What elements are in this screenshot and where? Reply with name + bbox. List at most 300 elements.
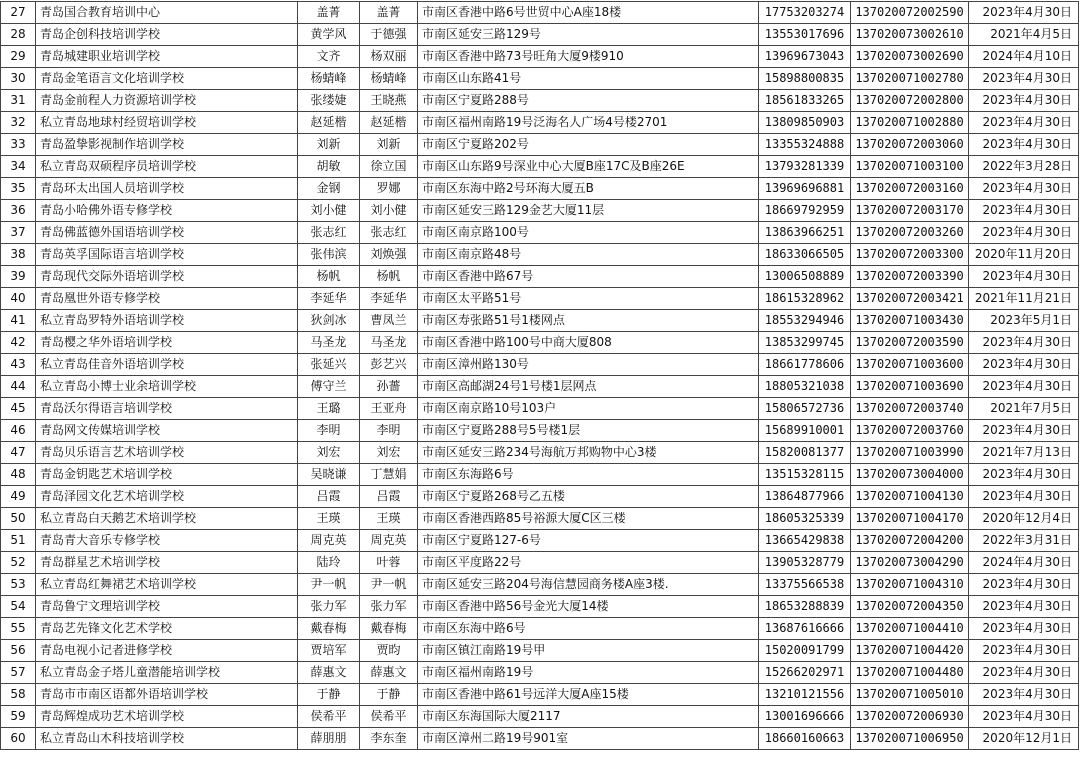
school-address: 市南区延安三路129金艺大厦11层: [418, 200, 759, 222]
school-address: 市南区南京路10号103户: [418, 398, 759, 420]
school-address: 市南区宁夏路288号5号楼1层: [418, 420, 759, 442]
school-name: 青岛企创科技培训学校: [36, 24, 298, 46]
phone-number: 18553294946: [759, 310, 851, 332]
row-number: 49: [1, 486, 36, 508]
principal-name: 于静: [360, 684, 418, 706]
principal-name: 杨帆: [360, 266, 418, 288]
valid-until-date: 2023年4月30日: [969, 2, 1079, 24]
phone-number: 13515328115: [759, 464, 851, 486]
principal-name: 周克英: [360, 530, 418, 552]
legal-representative: 张力军: [298, 596, 360, 618]
phone-number: 13905328779: [759, 552, 851, 574]
legal-representative: 于静: [298, 684, 360, 706]
principal-name: 马圣龙: [360, 332, 418, 354]
phone-number: 18633066505: [759, 244, 851, 266]
row-number: 54: [1, 596, 36, 618]
license-code: 137020073002610: [851, 24, 969, 46]
phone-number: 13355324888: [759, 134, 851, 156]
school-name: 私立青岛白天鹅艺术培训学校: [36, 508, 298, 530]
table-row: [1, 310, 1079, 332]
row-number: 60: [1, 728, 36, 750]
school-address: 市南区平度路22号: [418, 552, 759, 574]
valid-until-date: 2020年12月1日: [969, 728, 1079, 750]
legal-representative: 吴晓谦: [298, 464, 360, 486]
school-name: 青岛凰世外语专修学校: [36, 288, 298, 310]
legal-representative: 刘新: [298, 134, 360, 156]
school-name: 青岛艺先锋文化艺术学校: [36, 618, 298, 640]
principal-name: 杨蜻峰: [360, 68, 418, 90]
legal-representative: 戴春梅: [298, 618, 360, 640]
valid-until-date: 2023年4月30日: [969, 266, 1079, 288]
row-number: 58: [1, 684, 36, 706]
phone-number: 18669792959: [759, 200, 851, 222]
school-name: 青岛青大音乐专修学校: [36, 530, 298, 552]
school-name: 青岛国合教育培训中心: [36, 2, 298, 24]
valid-until-date: 2023年4月30日: [969, 200, 1079, 222]
legal-representative: 刘宏: [298, 442, 360, 464]
legal-representative: 吕霞: [298, 486, 360, 508]
table-row: [1, 728, 1079, 750]
license-code: 137020071006950: [851, 728, 969, 750]
license-code: 137020071003990: [851, 442, 969, 464]
principal-name: 王亚舟: [360, 398, 418, 420]
row-number: 38: [1, 244, 36, 266]
legal-representative: 金钢: [298, 178, 360, 200]
legal-representative: 贾培军: [298, 640, 360, 662]
school-address: 市南区高邮湖24号1号楼1层网点: [418, 376, 759, 398]
valid-until-date: 2023年4月30日: [969, 574, 1079, 596]
school-name: 私立青岛金子塔儿童潜能培训学校: [36, 662, 298, 684]
valid-until-date: 2023年4月30日: [969, 112, 1079, 134]
principal-name: 刘焕强: [360, 244, 418, 266]
valid-until-date: 2020年11月20日: [969, 244, 1079, 266]
license-code: 137020073002690: [851, 46, 969, 68]
principal-name: 尹一帆: [360, 574, 418, 596]
legal-representative: 马圣龙: [298, 332, 360, 354]
school-address: 市南区山东路41号: [418, 68, 759, 90]
school-name: 私立青岛山木科技培训学校: [36, 728, 298, 750]
principal-name: 杨双丽: [360, 46, 418, 68]
row-number: 40: [1, 288, 36, 310]
legal-representative: 李明: [298, 420, 360, 442]
school-address: 市南区延安三路234号海航万邦购物中心3楼: [418, 442, 759, 464]
valid-until-date: 2023年4月30日: [969, 332, 1079, 354]
row-number: 43: [1, 354, 36, 376]
phone-number: 17753203274: [759, 2, 851, 24]
row-number: 52: [1, 552, 36, 574]
legal-representative: 尹一帆: [298, 574, 360, 596]
valid-until-date: 2022年3月28日: [969, 156, 1079, 178]
row-number: 45: [1, 398, 36, 420]
row-number: 50: [1, 508, 36, 530]
license-code: 137020071003690: [851, 376, 969, 398]
legal-representative: 周克英: [298, 530, 360, 552]
school-address: 市南区山东路9号深业中心大厦B座17C及B座26E: [418, 156, 759, 178]
principal-name: 李延华: [360, 288, 418, 310]
row-number: 39: [1, 266, 36, 288]
principal-name: 赵延楷: [360, 112, 418, 134]
license-code: 137020073004000: [851, 464, 969, 486]
row-number: 57: [1, 662, 36, 684]
table-row: [1, 90, 1079, 112]
phone-number: 18561833265: [759, 90, 851, 112]
table-row: [1, 420, 1079, 442]
legal-representative: 胡敏: [298, 156, 360, 178]
phone-number: 13864877966: [759, 486, 851, 508]
valid-until-date: 2021年7月5日: [969, 398, 1079, 420]
school-name: 青岛金前程人力资源培训学校: [36, 90, 298, 112]
table-row: [1, 530, 1079, 552]
principal-name: 曹凤兰: [360, 310, 418, 332]
row-number: 42: [1, 332, 36, 354]
valid-until-date: 2023年4月30日: [969, 706, 1079, 728]
principal-name: 叶蓉: [360, 552, 418, 574]
row-number: 47: [1, 442, 36, 464]
school-name: 私立青岛佳音外语培训学校: [36, 354, 298, 376]
row-number: 59: [1, 706, 36, 728]
phone-number: 13665429838: [759, 530, 851, 552]
school-name: 青岛金钥匙艺术培训学校: [36, 464, 298, 486]
valid-until-date: 2020年12月4日: [969, 508, 1079, 530]
license-code: 137020072003300: [851, 244, 969, 266]
license-code: 137020071004130: [851, 486, 969, 508]
phone-number: 13809850903: [759, 112, 851, 134]
table-row: [1, 574, 1079, 596]
phone-number: 15689910001: [759, 420, 851, 442]
legal-representative: 黄学风: [298, 24, 360, 46]
table-row: [1, 24, 1079, 46]
valid-until-date: 2021年4月5日: [969, 24, 1079, 46]
phone-number: 13969673043: [759, 46, 851, 68]
school-name: 青岛电视小记者进修学校: [36, 640, 298, 662]
legal-representative: 张延兴: [298, 354, 360, 376]
school-address: 市南区东海中路6号: [418, 618, 759, 640]
table-row: [1, 178, 1079, 200]
license-code: 137020072002800: [851, 90, 969, 112]
valid-until-date: 2023年4月30日: [969, 376, 1079, 398]
school-address: 市南区南京路100号: [418, 222, 759, 244]
phone-number: 18615328962: [759, 288, 851, 310]
legal-representative: 盖菁: [298, 2, 360, 24]
table-row: [1, 266, 1079, 288]
table-row: [1, 640, 1079, 662]
table-row: [1, 2, 1079, 24]
school-address: 市南区香港中路67号: [418, 266, 759, 288]
principal-name: 戴春梅: [360, 618, 418, 640]
legal-representative: 刘小健: [298, 200, 360, 222]
school-name: 青岛鲁宁文理培训学校: [36, 596, 298, 618]
valid-until-date: 2024年4月30日: [969, 552, 1079, 574]
principal-name: 刘新: [360, 134, 418, 156]
principal-name: 王瑛: [360, 508, 418, 530]
license-code: 137020071003600: [851, 354, 969, 376]
license-code: 137020071002880: [851, 112, 969, 134]
school-name: 青岛环太出国人员培训学校: [36, 178, 298, 200]
row-number: 44: [1, 376, 36, 398]
school-name: 青岛辉煌成功艺术培训学校: [36, 706, 298, 728]
school-name: 青岛英孚国际语言培训学校: [36, 244, 298, 266]
legal-representative: 杨蜻峰: [298, 68, 360, 90]
school-name: 青岛现代交际外语培训学校: [36, 266, 298, 288]
license-code: 137020072003060: [851, 134, 969, 156]
row-number: 51: [1, 530, 36, 552]
valid-until-date: 2023年4月30日: [969, 640, 1079, 662]
school-name: 私立青岛小博士业余培训学校: [36, 376, 298, 398]
license-code: 137020071004310: [851, 574, 969, 596]
row-number: 28: [1, 24, 36, 46]
school-address: 市南区寿张路51号1楼网点: [418, 310, 759, 332]
school-name: 青岛樱之华外语培训学校: [36, 332, 298, 354]
table-row: [1, 332, 1079, 354]
legal-representative: 王瑛: [298, 508, 360, 530]
license-code: 137020072002590: [851, 2, 969, 24]
row-number: 35: [1, 178, 36, 200]
license-code: 137020072003590: [851, 332, 969, 354]
license-code: 137020072003390: [851, 266, 969, 288]
valid-until-date: 2021年7月13日: [969, 442, 1079, 464]
license-code: 137020071003100: [851, 156, 969, 178]
row-number: 46: [1, 420, 36, 442]
phone-number: 13375566538: [759, 574, 851, 596]
legal-representative: 张志红: [298, 222, 360, 244]
school-name: 私立青岛红舞裙艺术培训学校: [36, 574, 298, 596]
principal-name: 薛惠文: [360, 662, 418, 684]
phone-number: 13793281339: [759, 156, 851, 178]
license-code: 137020071005010: [851, 684, 969, 706]
phone-number: 13687616666: [759, 618, 851, 640]
phone-number: 13006508889: [759, 266, 851, 288]
license-code: 137020072003160: [851, 178, 969, 200]
principal-name: 于德强: [360, 24, 418, 46]
phone-number: 18805321038: [759, 376, 851, 398]
principal-name: 孙薔: [360, 376, 418, 398]
legal-representative: 薛惠文: [298, 662, 360, 684]
valid-until-date: 2021年11月21日: [969, 288, 1079, 310]
row-number: 48: [1, 464, 36, 486]
table-row: [1, 156, 1079, 178]
school-name: 青岛盈挚影视制作培训学校: [36, 134, 298, 156]
phone-number: 13969696881: [759, 178, 851, 200]
license-code: 137020071004420: [851, 640, 969, 662]
school-address: 市南区福州南路19号: [418, 662, 759, 684]
valid-until-date: 2024年4月10日: [969, 46, 1079, 68]
school-name: 青岛金笔语言文化培训学校: [36, 68, 298, 90]
row-number: 41: [1, 310, 36, 332]
school-name: 私立青岛双硕程序员培训学校: [36, 156, 298, 178]
school-name: 青岛网文传媒培训学校: [36, 420, 298, 442]
row-number: 53: [1, 574, 36, 596]
phone-number: 18653288839: [759, 596, 851, 618]
legal-representative: 王璐: [298, 398, 360, 420]
valid-until-date: 2023年4月30日: [969, 134, 1079, 156]
license-code: 137020072003421: [851, 288, 969, 310]
table-row: [1, 662, 1079, 684]
school-list-table: [0, 1, 1079, 750]
valid-until-date: 2023年4月30日: [969, 90, 1079, 112]
row-number: 34: [1, 156, 36, 178]
school-name: 青岛市市南区语都外语培训学校: [36, 684, 298, 706]
school-address: 市南区香港中路61号远洋大厦A座15楼: [418, 684, 759, 706]
valid-until-date: 2022年3月31日: [969, 530, 1079, 552]
principal-name: 王晓燕: [360, 90, 418, 112]
valid-until-date: 2023年4月30日: [969, 68, 1079, 90]
legal-representative: 杨帆: [298, 266, 360, 288]
row-number: 36: [1, 200, 36, 222]
table-row: [1, 398, 1079, 420]
valid-until-date: 2023年4月30日: [969, 662, 1079, 684]
school-address: 市南区香港中路73号旺角大厦9楼910: [418, 46, 759, 68]
principal-name: 罗娜: [360, 178, 418, 200]
school-address: 市南区漳州路130号: [418, 354, 759, 376]
legal-representative: 傅守兰: [298, 376, 360, 398]
license-code: 137020072003170: [851, 200, 969, 222]
table-row: [1, 112, 1079, 134]
phone-number: 15898800835: [759, 68, 851, 90]
table-row: [1, 354, 1079, 376]
table-row: [1, 706, 1079, 728]
table-row: [1, 508, 1079, 530]
valid-until-date: 2023年4月30日: [969, 178, 1079, 200]
legal-representative: 狄剑冰: [298, 310, 360, 332]
school-address: 市南区东海国际大厦2117: [418, 706, 759, 728]
principal-name: 丁慧娟: [360, 464, 418, 486]
school-address: 市南区东海路6号: [418, 464, 759, 486]
row-number: 30: [1, 68, 36, 90]
license-code: 137020073004290: [851, 552, 969, 574]
license-code: 137020071003430: [851, 310, 969, 332]
legal-representative: 陆玲: [298, 552, 360, 574]
school-address: 市南区宁夏路202号: [418, 134, 759, 156]
table-row: [1, 684, 1079, 706]
principal-name: 侯希平: [360, 706, 418, 728]
school-address: 市南区漳州二路19号901室: [418, 728, 759, 750]
table-row: [1, 442, 1079, 464]
license-code: 137020072003760: [851, 420, 969, 442]
school-address: 市南区东海中路2号环海大厦五B: [418, 178, 759, 200]
valid-until-date: 2023年4月30日: [969, 486, 1079, 508]
phone-number: 13001696666: [759, 706, 851, 728]
phone-number: 13553017696: [759, 24, 851, 46]
license-code: 137020072004200: [851, 530, 969, 552]
principal-name: 李东奎: [360, 728, 418, 750]
row-number: 33: [1, 134, 36, 156]
phone-number: 13853299745: [759, 332, 851, 354]
school-address: 市南区宁夏路288号: [418, 90, 759, 112]
row-number: 31: [1, 90, 36, 112]
row-number: 29: [1, 46, 36, 68]
phone-number: 18605325339: [759, 508, 851, 530]
license-code: 137020071004410: [851, 618, 969, 640]
school-address: 市南区香港西路85号裕源大厦C区三楼: [418, 508, 759, 530]
school-address: 市南区福州南路19号泛海名人广场4号楼2701: [418, 112, 759, 134]
legal-representative: 薛朋朋: [298, 728, 360, 750]
valid-until-date: 2023年4月30日: [969, 596, 1079, 618]
principal-name: 李明: [360, 420, 418, 442]
legal-representative: 侯希平: [298, 706, 360, 728]
valid-until-date: 2023年4月30日: [969, 354, 1079, 376]
valid-until-date: 2023年4月30日: [969, 222, 1079, 244]
principal-name: 吕霞: [360, 486, 418, 508]
school-address: 市南区宁夏路268号乙五楼: [418, 486, 759, 508]
table-row: [1, 244, 1079, 266]
row-number: 56: [1, 640, 36, 662]
table-row: [1, 200, 1079, 222]
school-name: 青岛小哈佛外语专修学校: [36, 200, 298, 222]
school-address: 市南区延安三路129号: [418, 24, 759, 46]
table-row: [1, 376, 1079, 398]
legal-representative: 文齐: [298, 46, 360, 68]
school-address: 市南区延安三路204号海信慧园商务楼A座3楼.: [418, 574, 759, 596]
principal-name: 刘宏: [360, 442, 418, 464]
phone-number: 15820081377: [759, 442, 851, 464]
school-name: 青岛贝乐语言艺术培训学校: [36, 442, 298, 464]
table-body: [1, 2, 1079, 750]
school-name: 青岛沃尔得语言培训学校: [36, 398, 298, 420]
license-code: 137020072003260: [851, 222, 969, 244]
table-row: [1, 486, 1079, 508]
license-code: 137020072003740: [851, 398, 969, 420]
school-address: 市南区太平路51号: [418, 288, 759, 310]
legal-representative: 张伟滨: [298, 244, 360, 266]
school-name: 青岛城建职业培训学校: [36, 46, 298, 68]
license-code: 137020072006930: [851, 706, 969, 728]
license-code: 137020072004350: [851, 596, 969, 618]
table-row: [1, 596, 1079, 618]
phone-number: 18660160663: [759, 728, 851, 750]
principal-name: 徐立国: [360, 156, 418, 178]
table-row: [1, 464, 1079, 486]
phone-number: 15806572736: [759, 398, 851, 420]
school-name: 青岛佛蓝德外国语培训学校: [36, 222, 298, 244]
table-row: [1, 46, 1079, 68]
valid-until-date: 2023年4月30日: [969, 420, 1079, 442]
table-row: [1, 618, 1079, 640]
school-name: 私立青岛罗特外语培训学校: [36, 310, 298, 332]
license-code: 137020071004480: [851, 662, 969, 684]
table-row: [1, 134, 1079, 156]
principal-name: 张志红: [360, 222, 418, 244]
school-name: 青岛群星艺术培训学校: [36, 552, 298, 574]
principal-name: 彭艺兴: [360, 354, 418, 376]
principal-name: 刘小健: [360, 200, 418, 222]
legal-representative: 李延华: [298, 288, 360, 310]
valid-until-date: 2023年5月1日: [969, 310, 1079, 332]
phone-number: 18661778606: [759, 354, 851, 376]
school-address: 市南区香港中路6号世贸中心A座18楼: [418, 2, 759, 24]
phone-number: 13863966251: [759, 222, 851, 244]
valid-until-date: 2023年4月30日: [969, 684, 1079, 706]
row-number: 37: [1, 222, 36, 244]
row-number: 55: [1, 618, 36, 640]
school-address: 市南区香港中路100号中商大厦808: [418, 332, 759, 354]
school-name: 私立青岛地球村经贸培训学校: [36, 112, 298, 134]
principal-name: 盖菁: [360, 2, 418, 24]
row-number: 27: [1, 2, 36, 24]
school-address: 市南区南京路48号: [418, 244, 759, 266]
phone-number: 15020091799: [759, 640, 851, 662]
school-address: 市南区香港中路56号金光大厦14楼: [418, 596, 759, 618]
legal-representative: 赵延楷: [298, 112, 360, 134]
valid-until-date: 2023年4月30日: [969, 464, 1079, 486]
license-code: 137020071004170: [851, 508, 969, 530]
legal-representative: 张缕婕: [298, 90, 360, 112]
school-name: 青岛泽园文化艺术培训学校: [36, 486, 298, 508]
row-number: 32: [1, 112, 36, 134]
table-row: [1, 552, 1079, 574]
phone-number: 13210121556: [759, 684, 851, 706]
table-row: [1, 288, 1079, 310]
school-address: 市南区宁夏路127-6号: [418, 530, 759, 552]
